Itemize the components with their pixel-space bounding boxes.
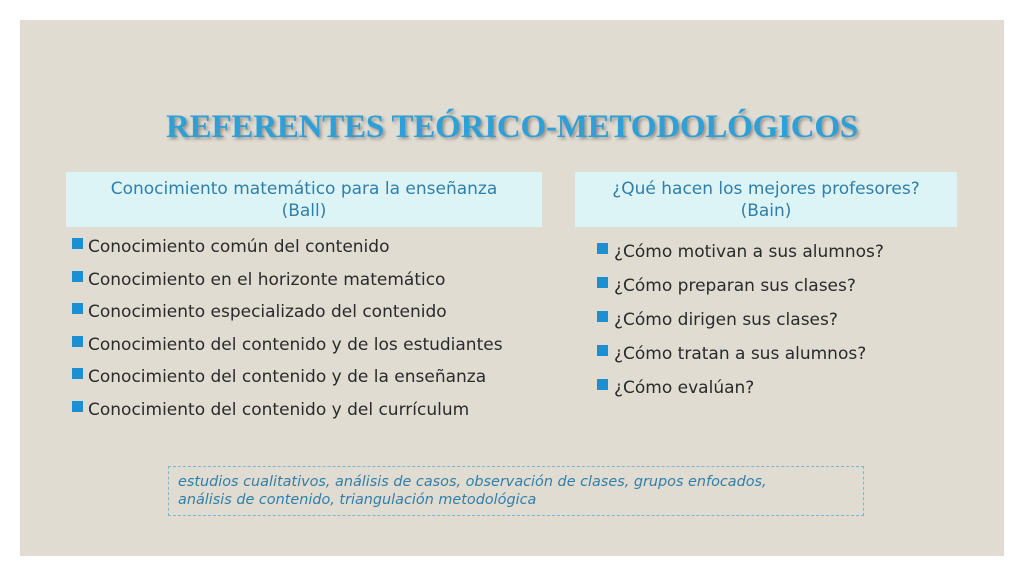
left-header-line1: Conocimiento matemático para la enseñanza	[110, 179, 498, 199]
methods-note-line1: estudios cualitativos, análisis de casos, observación de clases, grupos enfocados,	[178, 474, 767, 490]
list-item	[593, 343, 884, 377]
right-header-line2: (Bain)	[740, 201, 792, 221]
right-bullet-list	[593, 241, 884, 411]
list-item	[593, 377, 884, 411]
square-bullet-icon	[72, 368, 83, 379]
list-item	[70, 269, 503, 302]
list-item-text: ¿Cómo evalúan?	[614, 378, 755, 398]
list-item-text: Conocimiento del contenido y del currículum	[88, 399, 470, 420]
list-item	[70, 334, 503, 367]
methods-note-line2: análisis de contenido, triangulación metodológica	[178, 492, 537, 508]
square-bullet-icon	[72, 336, 83, 347]
list-item	[70, 236, 503, 269]
list-item-text: ¿Cómo tratan a sus alumnos?	[614, 344, 867, 364]
square-bullet-icon	[597, 277, 608, 288]
square-bullet-icon	[597, 345, 608, 356]
list-item-text: Conocimiento del contenido y de los estudiantes	[88, 334, 503, 355]
square-bullet-icon	[72, 271, 83, 282]
list-item	[70, 399, 503, 432]
list-item-text: Conocimiento común del contenido	[88, 237, 390, 257]
square-bullet-icon	[597, 311, 608, 322]
left-column-header	[66, 172, 542, 227]
methods-note-box	[168, 466, 864, 516]
list-item-text: Conocimiento en el horizonte matemático	[88, 269, 446, 290]
square-bullet-icon	[72, 401, 83, 412]
left-header-line2: (Ball)	[281, 201, 327, 221]
square-bullet-icon	[597, 379, 608, 390]
square-bullet-icon	[72, 303, 83, 314]
list-item-text: Conocimiento especializado del contenido	[88, 302, 447, 322]
right-header-line1: ¿Qué hacen los mejores profesores?	[612, 179, 920, 199]
list-item-text: ¿Cómo motivan a sus alumnos?	[614, 242, 884, 262]
list-item	[70, 366, 503, 399]
list-item	[593, 309, 884, 343]
right-column-header	[575, 172, 957, 227]
slide	[20, 20, 1004, 556]
left-bullet-list	[70, 236, 503, 431]
slide-title: REFERENTES TEÓRICO-METODOLÓGICOS	[166, 109, 858, 145]
square-bullet-icon	[597, 243, 608, 254]
list-item-text: ¿Cómo dirigen sus clases?	[614, 310, 838, 330]
list-item-text: Conocimiento del contenido y de la enseñanza	[88, 367, 487, 387]
list-item	[593, 275, 884, 309]
square-bullet-icon	[72, 238, 83, 249]
list-item	[70, 301, 503, 334]
list-item-text: ¿Cómo preparan sus clases?	[614, 276, 856, 296]
list-item	[593, 241, 884, 275]
